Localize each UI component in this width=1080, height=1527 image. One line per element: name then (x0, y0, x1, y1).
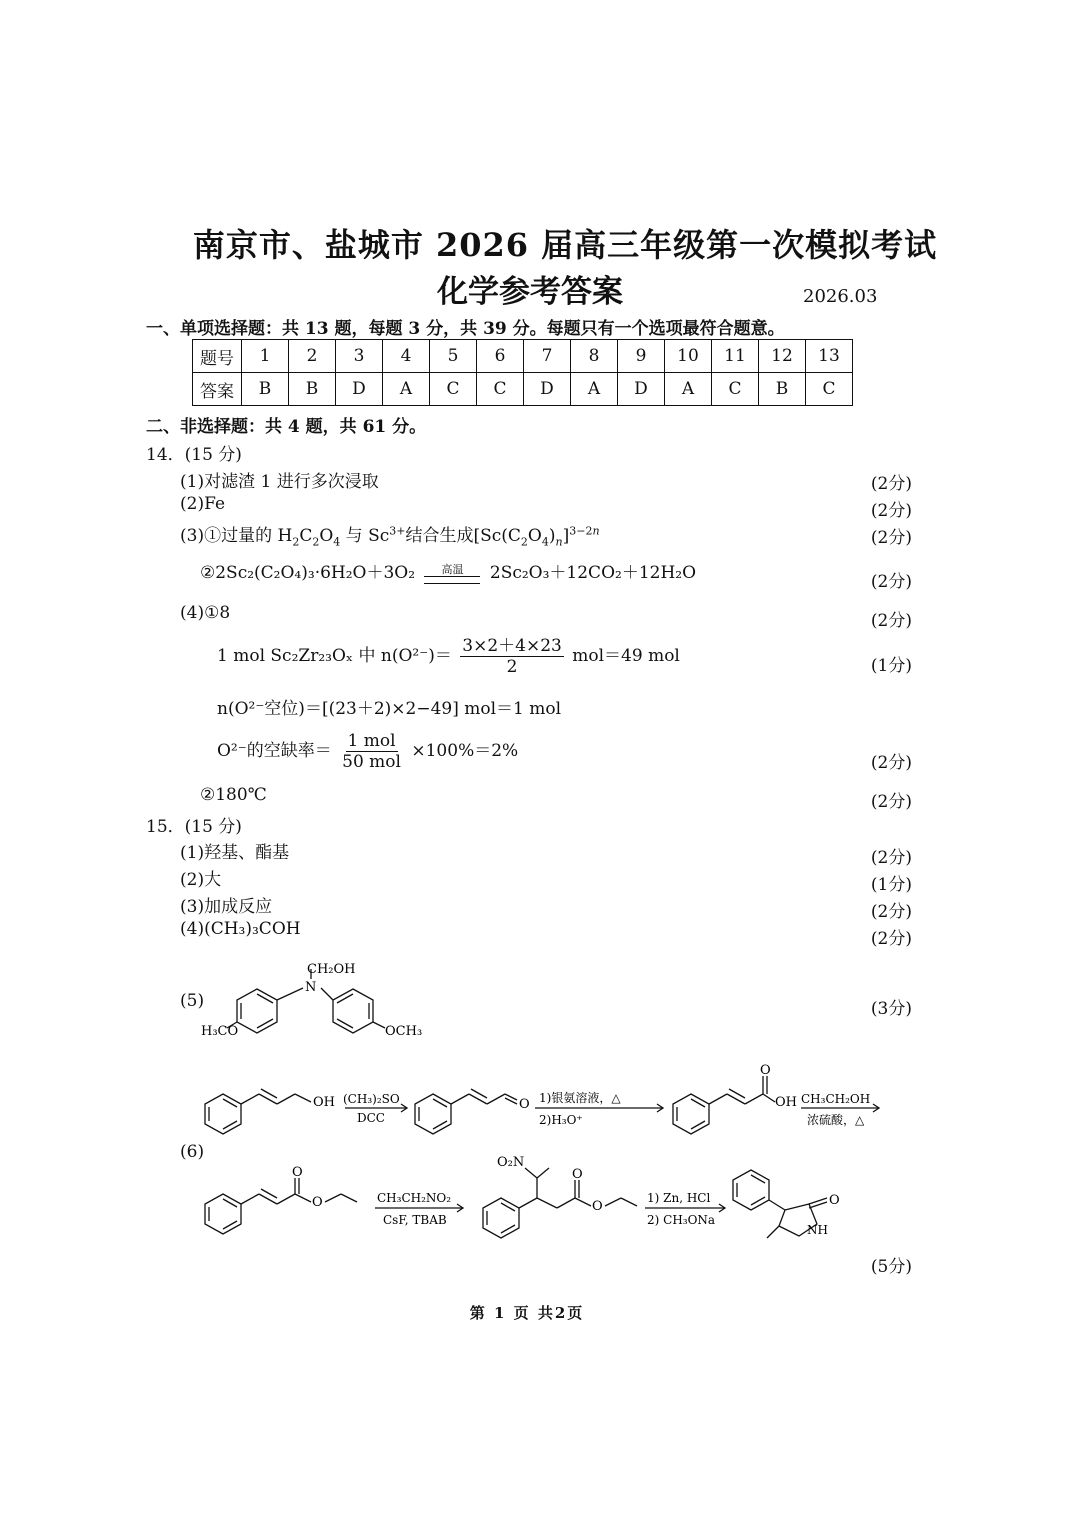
page-footer: 第 1 页 共2页 (469, 1304, 585, 1322)
q14-part3a-text2: C (299, 526, 313, 546)
q14-part3a-text1: (3)①过量的 H (180, 526, 293, 546)
q14-part4b-calc (217, 636, 680, 677)
question-number-cell: 5 (430, 340, 477, 373)
q14-part3a-text7: ) (548, 526, 556, 546)
page-title: 南京市、盐城市 2026 届高三年级第一次模拟考试 (192, 226, 938, 264)
q15-part5-structure (195, 955, 435, 1045)
q15-part6-reagent2-bottom: 2)H₃O⁺ (539, 1113, 583, 1127)
q15-part6-reagent4-top: CH₃CH₂NO₂ (377, 1191, 452, 1205)
q15-part5-ch2oh-label: CH₂OH (307, 962, 356, 977)
q15-part6-reagent3-top: CH₃CH₂OH (801, 1092, 871, 1106)
q15-part1: (1)羟基、酯基 (180, 843, 290, 863)
q14-label: 14．(15 分) (146, 445, 242, 465)
row-label-answer: 答案 (193, 373, 242, 406)
question-number-cell: 8 (571, 340, 618, 373)
q15-part6-nitro-label: O₂N (497, 1155, 525, 1170)
q14-part3b-condition: 高温 (441, 562, 464, 576)
q14-part4d-points: (2分) (870, 753, 912, 773)
question-number-cell: 1 (242, 340, 289, 373)
q14-part4b-post: mol＝49 mol (572, 646, 680, 666)
answer-cell: B (289, 373, 336, 406)
answer-cell: D (336, 373, 383, 406)
question-number-cell: 10 (665, 340, 712, 373)
q14-part4d-pre: O²⁻的空缺率＝ (217, 741, 332, 761)
question-number-cell: 3 (336, 340, 383, 373)
q14-part4a-points: (2分) (870, 611, 912, 631)
q15-part4: (4)(CH₃)₃COH (180, 919, 301, 939)
q14-part3a: (3)①过量的 $H_2C_2O_4$ 与 $Sc^{3+}$结合生成$[Sc(C_2O_4)_n]^{3-2n}$ (180, 524, 600, 549)
q14-part4d-denominator: 50 mol (342, 752, 401, 772)
answer-cell: B (759, 373, 806, 406)
answer-table (192, 339, 853, 406)
q15-part6-reagent4-bottom: CsF, TBAB (383, 1213, 447, 1227)
question-number-cell: 2 (289, 340, 336, 373)
q15-part6-reagent5-top: 1) Zn, HCl (647, 1191, 711, 1205)
question-number-cell: 7 (524, 340, 571, 373)
q14-part2: (2)Fe (180, 494, 226, 514)
q15-part5-n-label: N (305, 980, 317, 995)
q14-part3a-text3: O (319, 526, 334, 546)
q14-part4e-points: (2分) (870, 792, 912, 812)
answer-cell: D (524, 373, 571, 406)
q14-part4b-denominator: 2 (506, 657, 518, 677)
answer-cell: A (571, 373, 618, 406)
answer-cell: A (665, 373, 712, 406)
answer-cell: C (430, 373, 477, 406)
q15-part6-nitroester-carbonyl-o: O (572, 1167, 583, 1182)
answer-cell: C (806, 373, 853, 406)
q14-part4e: ②180℃ (200, 785, 267, 805)
q14-part4b-numerator: 3×2＋4×23 (462, 636, 562, 656)
q14-part4b-pre: 1 mol Sc₂Zr₂₃Oₓ 中 n(O²⁻)＝ (217, 646, 452, 666)
q14-part3b-points: (2分) (870, 572, 912, 592)
q14-part4b-fraction (460, 636, 564, 677)
q15-part6-ester-carbonyl-o: O (292, 1165, 303, 1180)
q14-part2-points: (2分) (870, 501, 912, 521)
answer-cell: C (712, 373, 759, 406)
reaction-arrow-high-temp (424, 564, 480, 584)
answer-cell: C (477, 373, 524, 406)
q15-part6-oh1: OH (313, 1095, 335, 1110)
q15-part4-points: (2分) (870, 929, 912, 949)
q15-part1-points: (2分) (870, 848, 912, 868)
q15-part6-reagent5-bottom: 2) CH₃ONa (647, 1213, 716, 1227)
q14-part1: (1)对滤渣 1 进行多次浸取 (180, 472, 379, 492)
question-number-cell: 13 (806, 340, 853, 373)
q14-part4d-fraction (340, 731, 403, 772)
q15-part5-right-label: OCH₃ (385, 1024, 423, 1039)
exam-date: 2026.03 (803, 286, 878, 307)
q15-part6-reagent3-bottom: 浓硫酸，△ (807, 1113, 865, 1127)
answer-table-answer-row (193, 373, 853, 406)
q15-part3: (3)加成反应 (180, 897, 273, 917)
q15-part6-ester-o: O (312, 1195, 323, 1210)
q14-part3a-text8: ] (562, 526, 570, 546)
question-number-cell: 6 (477, 340, 524, 373)
q14-part4d-calc (217, 731, 518, 772)
q15-part3-points: (2分) (870, 902, 912, 922)
q14-part3a-text6: O (527, 526, 542, 546)
q14-part3b-left: ②2Sc₂(C₂O₄)₃·6H₂O＋3O₂ (200, 563, 416, 583)
q14-part1-points: (2分) (870, 474, 912, 494)
section1-heading: 一、单项选择题：共 13 题，每题 3 分，共 39 分。每题只有一个选项最符合题意。 (146, 319, 785, 339)
q15-part5-label: (5) (180, 991, 205, 1011)
question-number-cell: 4 (383, 340, 430, 373)
q15-part6-reagent1-bottom: DCC (357, 1111, 385, 1125)
q15-part6-lactam-o: O (829, 1193, 840, 1208)
q14-part4c: n(O²⁻空位)＝[(23＋2)×2−49] mol＝1 mol (217, 699, 562, 719)
q15-part6-oh2: OH (775, 1095, 797, 1110)
answer-table-number-row (193, 340, 853, 373)
q15-part6-aldehyde-o: O (519, 1097, 530, 1112)
q15-label: 15．(15 分) (146, 817, 242, 837)
q15-part5-points: (3分) (870, 999, 912, 1019)
q15-part6-reagent2-top: 1)银氨溶液，△ (539, 1091, 621, 1105)
q15-part6-label: (6) (180, 1142, 205, 1162)
q14-part4d-post: ×100%＝2% (411, 741, 519, 761)
question-number-cell: 9 (618, 340, 665, 373)
q15-part6-route-row1 (195, 1060, 895, 1150)
q15-part5-left-label: H₃CO (201, 1024, 239, 1039)
row-label-number: 题号 (193, 340, 242, 373)
q14-part3a-text5: 结合生成[Sc(C (405, 526, 521, 546)
question-number-cell: 12 (759, 340, 806, 373)
q14-part3b-right: 2Sc₂O₃＋12CO₂＋12H₂O (489, 563, 697, 583)
q15-part2-points: (1分) (870, 875, 912, 895)
q14-part3b-equation (200, 558, 696, 584)
q15-part6-acid-o: O (760, 1063, 771, 1078)
q15-part6-lactam-nh: NH (807, 1223, 828, 1237)
page-subtitle: 化学参考答案 (437, 274, 623, 310)
q14-part4d-numerator: 1 mol (347, 731, 396, 751)
section2-heading: 二、非选择题：共 4 题，共 61 分。 (146, 417, 427, 437)
q15-part6-reagent1-top: (CH₃)₂SO (343, 1092, 400, 1106)
q14-part3a-points: (2分) (870, 528, 912, 548)
q14-part4b-points: (1分) (870, 656, 912, 676)
answer-cell: D (618, 373, 665, 406)
q14-part4a: (4)①8 (180, 603, 231, 623)
q15-part2: (2)大 (180, 870, 222, 890)
q15-part6-route-row2 (195, 1148, 895, 1248)
q15-part6-nitroester-o: O (592, 1199, 603, 1214)
q15-part6-points: (5分) (870, 1257, 912, 1277)
q14-part3a-text4: 与 Sc (340, 526, 390, 546)
answer-cell: B (242, 373, 289, 406)
answer-cell: A (383, 373, 430, 406)
question-number-cell: 11 (712, 340, 759, 373)
